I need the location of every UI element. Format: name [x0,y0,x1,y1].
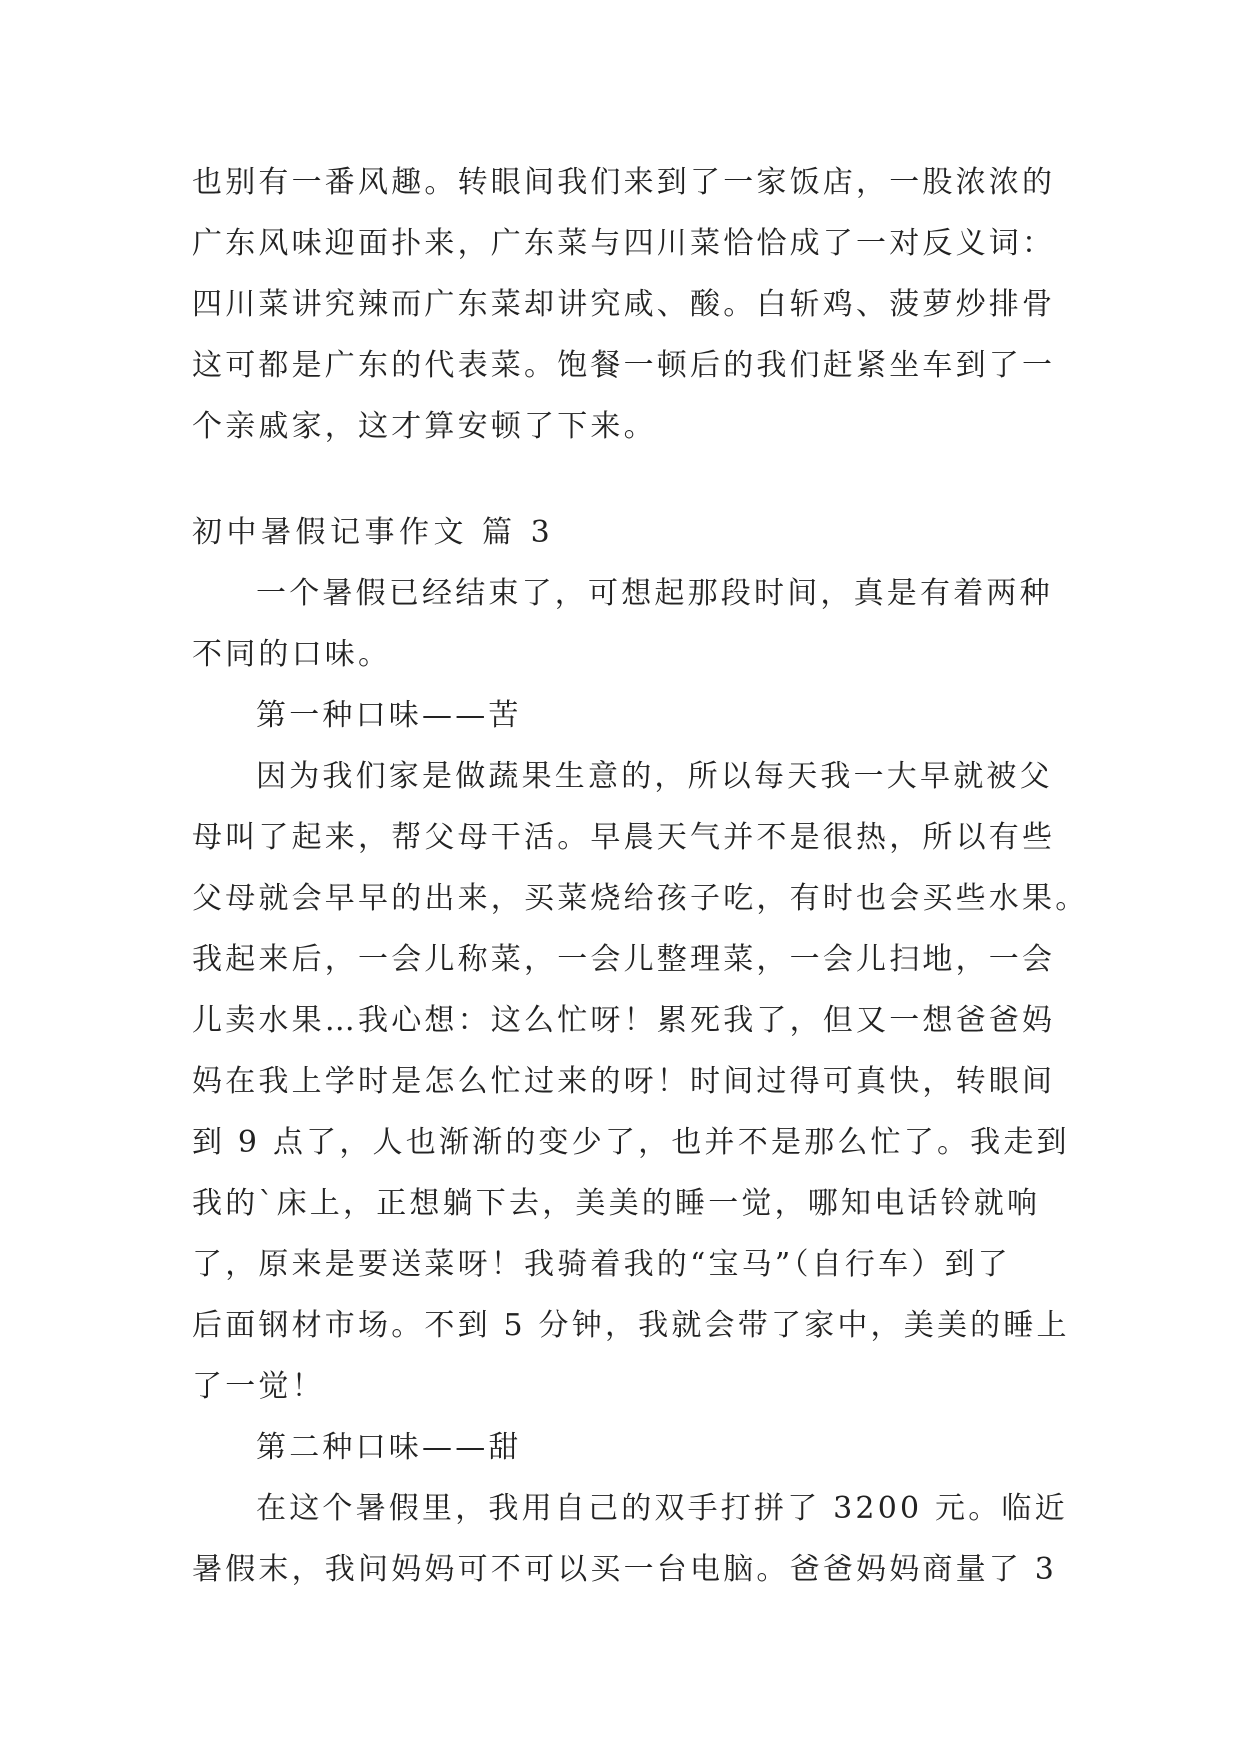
text-line: 我起来后，一会儿称菜，一会儿整理菜，一会儿扫地，一会 [192,942,1056,977]
text-line: 儿卖水果…我心想：这么忙呀！累死我了，但又一想爸爸妈 [192,1003,1056,1038]
text-line: 到 9 点了，人也渐渐的变少了，也并不是那么忙了。我走到 [192,1125,1070,1160]
text-line: 妈在我上学时是怎么忙过来的呀！时间过得可真快，转眼间 [192,1064,1056,1099]
text-line: 一个暑假已经结束了，可想起那段时间，真是有着两种 [256,576,1053,611]
text-line: 了一觉！ [192,1369,325,1404]
text-line: 父母就会早早的出来，买菜烧给孩子吃，有时也会买些水果。 [192,881,1089,916]
text-line: 这可都是广东的代表菜。饱餐一顿后的我们赶紧坐车到了一 [192,348,1056,383]
text-line: 我的`床上，正想躺下去，美美的睡一觉，哪知电话铃就响 [192,1186,1041,1221]
subheading-flavor-bitter: 第一种口味——苦 [256,698,522,733]
text-line: 不同的口味。 [192,637,392,672]
text-line: 个亲戚家，这才算安顿了下来。 [192,409,657,444]
text-line: 四川菜讲究辣而广东菜却讲究咸、酸。白斩鸡、菠萝炒排骨 [192,287,1056,322]
text-line: 广东风味迎面扑来，广东菜与四川菜恰恰成了一对反义词： [192,226,1056,261]
text-line: 也别有一番风趣。转眼间我们来到了一家饭店，一股浓浓的 [192,165,1056,200]
text-line: 在这个暑假里，我用自己的双手打拼了 3200 元。临近 [256,1491,1068,1526]
text-line: 母叫了起来，帮父母干活。早晨天气并不是很热，所以有些 [192,820,1056,855]
text-line: 因为我们家是做蔬果生意的，所以每天我一大早就被父 [256,759,1053,794]
subheading-flavor-sweet: 第二种口味——甜 [256,1430,522,1465]
text-line: 暑假末，我问妈妈可不可以买一台电脑。爸爸妈妈商量了 3 [192,1552,1058,1587]
section-title: 初中暑假记事作文 篇 3 [192,515,555,550]
text-line: 后面钢材市场。不到 5 分钟，我就会带了家中，美美的睡上 [192,1308,1070,1343]
text-line: 了，原来是要送菜呀！我骑着我的“宝马”（自行车）到了 [192,1247,1011,1282]
